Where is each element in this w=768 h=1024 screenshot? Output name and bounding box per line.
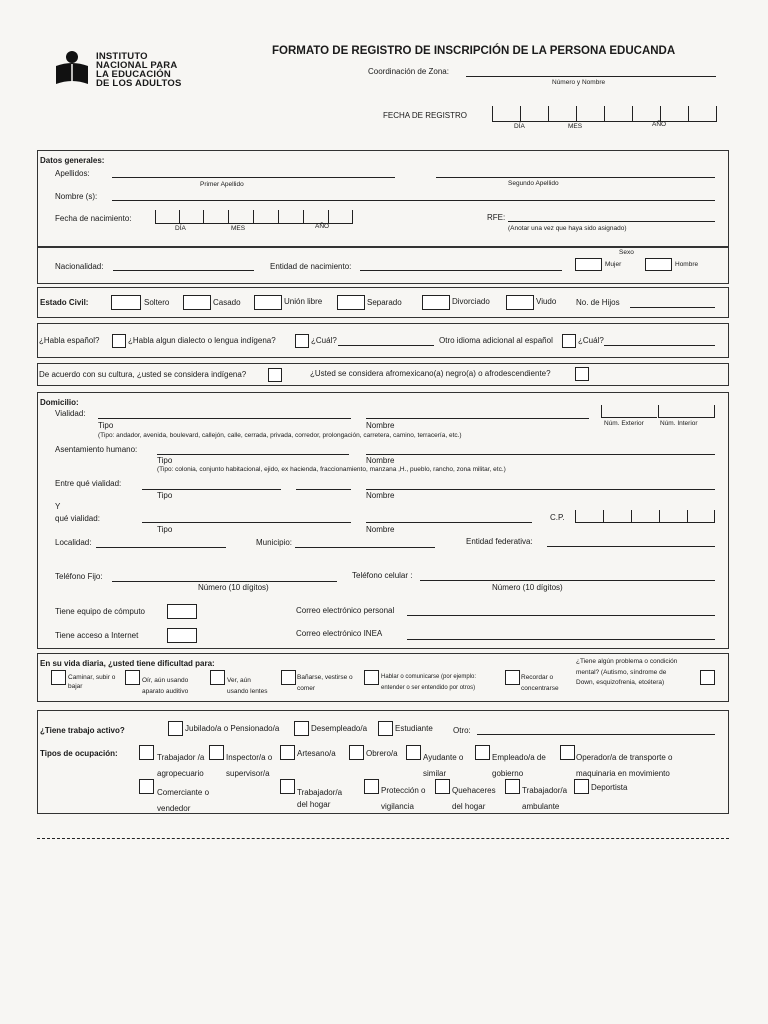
acceso-internet-checkbox[interactable]: [167, 628, 197, 643]
problema-line: ¿Tiene algún problema o condición: [576, 658, 678, 665]
habla-espanol-label: ¿Habla español?: [39, 336, 100, 345]
option-line: usando lentes: [227, 688, 268, 695]
correo-inea-field[interactable]: [407, 639, 715, 640]
cp-field[interactable]: [575, 510, 715, 523]
hijos-field[interactable]: [630, 307, 715, 308]
cut-line: [37, 838, 729, 839]
trabajador-agropecuario-label: [157, 750, 204, 782]
obrero-label: Obrero/a: [366, 749, 398, 758]
option-line: concentrarse: [521, 685, 559, 692]
que-vialidad-nombre-field[interactable]: [366, 522, 532, 523]
habla-dialecto-label: ¿Habla algun dialecto o lengua indígena?: [128, 336, 276, 345]
reader-icon: [52, 50, 92, 90]
asentamiento-tipo-caption: Tipo: [157, 456, 173, 465]
correo-inea-label: Correo electrónico INEA: [296, 629, 383, 638]
coordinacion-label: Coordinación de Zona:: [368, 67, 449, 76]
que-vialidad-label: qué vialidad:: [55, 514, 100, 523]
inea-logo: [52, 50, 92, 90]
nac-mes-caption: MES: [231, 225, 246, 232]
separado-label: Separado: [367, 298, 402, 307]
trabajador-hogar-label: [297, 787, 342, 811]
entidad-nacimiento-label: Entidad de nacimiento:: [270, 262, 352, 271]
primer-apellido-caption: Primer Apellido: [200, 181, 244, 188]
proteccion-vigilancia-checkbox[interactable]: [364, 779, 379, 794]
option-line: comer: [297, 685, 316, 692]
asentamiento-label: Asentamiento humano:: [55, 445, 138, 454]
telefono-fijo-field[interactable]: [112, 581, 337, 582]
otro-idioma-checkbox[interactable]: [562, 334, 576, 348]
telefono-fijo-caption: Número (10 dígitos): [198, 583, 269, 592]
asentamiento-nombre-field[interactable]: [366, 454, 715, 455]
tipos-ocupacion-label: Tipos de ocupación:: [40, 749, 118, 758]
empleado-gobierno-checkbox[interactable]: [475, 745, 490, 760]
cp-label: C.P.: [550, 513, 565, 522]
hablar-label: [381, 672, 476, 694]
coordinacion-field[interactable]: [466, 76, 716, 77]
problema-line: mental? (Autismo, síndrome de: [576, 668, 667, 676]
comerciante-checkbox[interactable]: [139, 779, 154, 794]
domicilio-heading: Domicilio:: [40, 398, 79, 407]
entre-vialidad-label: Entre qué vialidad:: [55, 479, 122, 488]
municipio-field[interactable]: [295, 547, 435, 548]
option-line: Recordar o: [521, 674, 554, 681]
desempleado-label: Desempleado/a: [311, 724, 368, 733]
cual-idioma-label: ¿Cuál?: [578, 336, 604, 345]
nombres-field[interactable]: [112, 200, 715, 201]
acceso-internet-label: Tiene acceso a Internet: [55, 631, 139, 640]
correo-personal-field[interactable]: [407, 615, 715, 616]
ocupacion-line: del hogar: [452, 802, 486, 811]
casado-checkbox[interactable]: [183, 295, 211, 310]
estudiante-label: Estudiante: [395, 724, 433, 733]
estudiante-checkbox[interactable]: [378, 721, 393, 736]
institute-line: DE LOS ADULTOS: [96, 78, 182, 89]
ocupacion-line: Trabajador/a: [297, 788, 343, 797]
ocupacion-line: agropecuario: [157, 769, 204, 778]
divorciado-label: Divorciado: [452, 297, 490, 306]
estado-civil-label: Estado Civil:: [40, 298, 89, 307]
indigena-label: De acuerdo con su cultura, ¿usted se considera indígena?: [39, 370, 247, 379]
operador-transporte-checkbox[interactable]: [560, 745, 575, 760]
ayudante-checkbox[interactable]: [406, 745, 421, 760]
que-tipo-caption: Tipo: [157, 525, 173, 534]
empleado-gobierno-label: [492, 750, 546, 782]
fecha-nacimiento-label: Fecha de nacimiento:: [55, 214, 132, 223]
option-line: Ver, aún: [227, 677, 251, 684]
nacionalidad-label: Nacionalidad:: [55, 262, 104, 271]
option-line: Caminar, subir o: [68, 674, 116, 681]
fecha-nacimiento-field[interactable]: [155, 210, 353, 224]
ver-label: [227, 675, 267, 697]
ocupacion-line: Ayudante o: [423, 753, 464, 762]
entre-vialidad-nombre-field[interactable]: [366, 489, 715, 490]
dificultad-heading: En su vida diaria, ¿usted tiene dificultad para:: [40, 659, 215, 668]
union-libre-checkbox[interactable]: [254, 295, 282, 310]
hijos-label: No. de Hijos: [576, 298, 620, 307]
nac-dia-caption: DÍA: [175, 225, 186, 232]
trabajador-ambulante-checkbox[interactable]: [505, 779, 520, 794]
rfe-field[interactable]: [508, 221, 715, 222]
indigena-checkbox[interactable]: [268, 368, 282, 382]
num-exterior-field[interactable]: [601, 405, 657, 418]
ocupacion-line: supervisor/a: [226, 769, 270, 778]
desempleado-checkbox[interactable]: [294, 721, 309, 736]
entre-nombre-caption: Nombre: [366, 491, 395, 500]
entidad-federativa-label: Entidad federativa:: [466, 537, 533, 546]
asentamiento-nombre-caption: Nombre: [366, 456, 395, 465]
divorciado-checkbox[interactable]: [422, 295, 450, 310]
nacionalidad-field[interactable]: [113, 270, 254, 271]
cual-dialecto-label: ¿Cuál?: [311, 336, 337, 345]
ocupacion-line: Trabajador /a: [157, 753, 205, 762]
institute-line: LA EDUCACIÓN: [96, 69, 171, 80]
artesano-label: Artesano/a: [297, 749, 336, 758]
num-interior-field[interactable]: [658, 405, 715, 418]
ayudante-label: [423, 750, 463, 782]
problema-mental-label: [576, 657, 677, 689]
num-interior-caption: Núm. Interior: [660, 420, 698, 427]
rfe-label: RFE:: [487, 213, 506, 222]
option-line: bajar: [68, 683, 83, 690]
option-line: entender o ser entendido por otros): [381, 685, 476, 691]
option-line: Oír, aún usando: [142, 677, 189, 684]
deportista-checkbox[interactable]: [574, 779, 589, 794]
apellidos-label: Apellidos:: [55, 169, 90, 178]
separado-checkbox[interactable]: [337, 295, 365, 310]
segundo-apellido-caption: Segundo Apellido: [508, 180, 559, 187]
municipio-label: Municipio:: [256, 538, 293, 547]
union-libre-label: Unión libre: [284, 297, 323, 306]
ocupacion-line: vigilancia: [381, 802, 414, 811]
artesano-checkbox[interactable]: [280, 745, 295, 760]
banarse-label: [297, 672, 353, 694]
entre-tipo-caption: Tipo: [157, 491, 173, 500]
ocupacion-line: Trabajador/a: [522, 786, 568, 795]
numero-nombre-caption: Número y Nombre: [552, 79, 606, 86]
oir-checkbox[interactable]: [125, 670, 140, 685]
vialidad-tipo-caption: Tipo: [98, 421, 114, 430]
trabajador-hogar-checkbox[interactable]: [280, 779, 295, 794]
hablar-checkbox[interactable]: [364, 670, 379, 685]
telefono-fijo-label: Teléfono Fijo:: [55, 572, 103, 581]
viudo-checkbox[interactable]: [506, 295, 534, 310]
vialidad-tipo-field[interactable]: [98, 418, 351, 419]
habla-espanol-checkbox[interactable]: [112, 334, 126, 348]
tipo-asentamiento-note: (Tipo: colonia, conjunto habitacional, ejido, ex hacienda, fraccionamiento, manzana ,H., pueblo, rancho, zona militar, etc.): [157, 466, 506, 473]
comerciante-label: [157, 785, 209, 817]
ocupacion-line: similar: [423, 769, 447, 778]
obrero-checkbox[interactable]: [349, 745, 364, 760]
otro-idioma-label: Otro idioma adicional al español: [439, 336, 553, 345]
quehaceres-hogar-label: [452, 783, 496, 815]
option-line: Hablar o comunicarse (por ejemplo:: [381, 674, 477, 680]
habla-dialecto-checkbox[interactable]: [295, 334, 309, 348]
ocupacion-line: del hogar: [297, 800, 331, 809]
problema-mental-checkbox[interactable]: [700, 670, 715, 685]
tipo-vialidad-note: (Tipo: andador, avenida, boulevard, callejón, calle, cerrada, privada, corredor, prolongación, carretera, camino, terracería, etc.): [98, 432, 462, 439]
localidad-label: Localidad:: [55, 538, 92, 547]
hombre-label: Hombre: [675, 261, 699, 268]
telefono-celular-field[interactable]: [420, 580, 715, 581]
ocupacion-line: Quehaceres: [452, 786, 496, 795]
telefono-celular-caption: Número (10 dígitos): [492, 583, 563, 592]
nombres-label: Nombre (s):: [55, 192, 98, 201]
recordar-label: [521, 672, 559, 694]
segundo-apellido-field[interactable]: [436, 177, 715, 178]
equipo-computo-label: Tiene equipo de cómputo: [55, 607, 145, 616]
cual-idioma-field[interactable]: [604, 345, 715, 346]
que-nombre-caption: Nombre: [366, 525, 395, 534]
mujer-label: Mujer: [605, 261, 622, 268]
entidad-nacimiento-field[interactable]: [360, 270, 562, 271]
num-exterior-caption: Núm. Exterior: [604, 420, 644, 427]
vialidad-nombre-caption: Nombre: [366, 421, 395, 430]
nac-anio-caption: AÑO: [315, 223, 330, 230]
ocupacion-line: ambulante: [522, 802, 560, 811]
soltero-label: Soltero: [144, 298, 170, 307]
telefono-celular-label: Teléfono celular :: [352, 571, 413, 580]
viudo-label: Viudo: [536, 297, 557, 306]
ver-checkbox[interactable]: [210, 670, 225, 685]
page-title: FORMATO DE REGISTRO DE INSCRIPCIÓN DE LA PERSONA EDUCANDA: [272, 45, 676, 57]
datos-generales-heading: Datos generales:: [40, 156, 105, 165]
institute-line: NACIONAL PARA: [96, 60, 178, 71]
deportista-label: Deportista: [591, 783, 628, 792]
afro-checkbox[interactable]: [575, 367, 589, 381]
ocupacion-line: gobierno: [492, 769, 524, 778]
ocupacion-line: maquinaria en movimiento: [576, 769, 670, 778]
rfe-note: (Anotar una vez que haya sido asignado): [508, 225, 627, 232]
vialidad-nombre-field[interactable]: [366, 418, 589, 419]
proteccion-vigilancia-label: [381, 783, 425, 815]
inspector-checkbox[interactable]: [209, 745, 224, 760]
institute-name: [96, 52, 182, 88]
sexo-label: Sexo: [619, 249, 634, 256]
localidad-field[interactable]: [96, 547, 226, 548]
correo-personal-label: Correo electrónico personal: [296, 606, 395, 615]
ocupacion-line: Protección o: [381, 786, 426, 795]
jubilado-label: Jubilado/a o Pensionado/a: [185, 724, 280, 733]
trabajador-ambulante-label: [522, 783, 567, 815]
hombre-checkbox[interactable]: [645, 258, 672, 271]
jubilado-checkbox[interactable]: [168, 721, 183, 736]
afro-label: ¿Usted se considera afromexicano(a) negro(a) o afrodescendiente?: [310, 369, 551, 378]
caminar-checkbox[interactable]: [51, 670, 66, 685]
primer-apellido-field[interactable]: [112, 177, 395, 178]
fecha-dia-caption: DÍA: [514, 123, 525, 130]
que-vialidad-tipo-field[interactable]: [142, 522, 351, 523]
equipo-computo-checkbox[interactable]: [167, 604, 197, 619]
fecha-registro-label: FECHA DE REGISTRO: [383, 111, 468, 120]
ocupacion-line: Empleado/a de: [492, 753, 546, 762]
option-line: Bañarse, vestirse o: [297, 674, 353, 681]
operador-transporte-label: [576, 750, 673, 782]
trabajo-activo-label: ¿Tiene trabajo activo?: [40, 726, 125, 735]
entre-vialidad-extra-field[interactable]: [296, 489, 351, 490]
soltero-checkbox[interactable]: [111, 295, 141, 310]
ocupacion-line: Operador/a de transporte o: [576, 753, 673, 762]
option-line: aparato auditivo: [142, 688, 189, 695]
otro-label: Otro:: [453, 726, 471, 735]
ocupacion-line: Comerciante o: [157, 788, 210, 797]
ocupacion-line: Inspector/a o: [226, 753, 273, 762]
quehaceres-hogar-checkbox[interactable]: [435, 779, 450, 794]
entre-vialidad-tipo-field[interactable]: [142, 489, 281, 490]
y-label: Y: [55, 502, 61, 511]
ocupacion-line: vendedor: [157, 804, 191, 813]
entidad-federativa-field[interactable]: [547, 546, 715, 547]
recordar-checkbox[interactable]: [505, 670, 520, 685]
banarse-checkbox[interactable]: [281, 670, 296, 685]
trabajador-agropecuario-checkbox[interactable]: [139, 745, 154, 760]
fecha-mes-caption: MES: [568, 123, 583, 130]
mujer-checkbox[interactable]: [575, 258, 602, 271]
problema-line: Down, esquizofrenia, etcétera): [576, 679, 665, 686]
asentamiento-tipo-field[interactable]: [157, 454, 349, 455]
caminar-label: [68, 673, 115, 691]
oir-label: [142, 675, 188, 697]
fecha-registro-field[interactable]: [492, 106, 717, 122]
otro-field[interactable]: [477, 734, 715, 735]
cual-dialecto-field[interactable]: [338, 345, 434, 346]
casado-label: Casado: [213, 298, 241, 307]
inspector-label: [226, 750, 272, 782]
institute-line: INSTITUTO: [96, 51, 148, 62]
fecha-anio-caption: AÑO: [652, 121, 667, 128]
vialidad-label: Vialidad:: [55, 409, 86, 418]
